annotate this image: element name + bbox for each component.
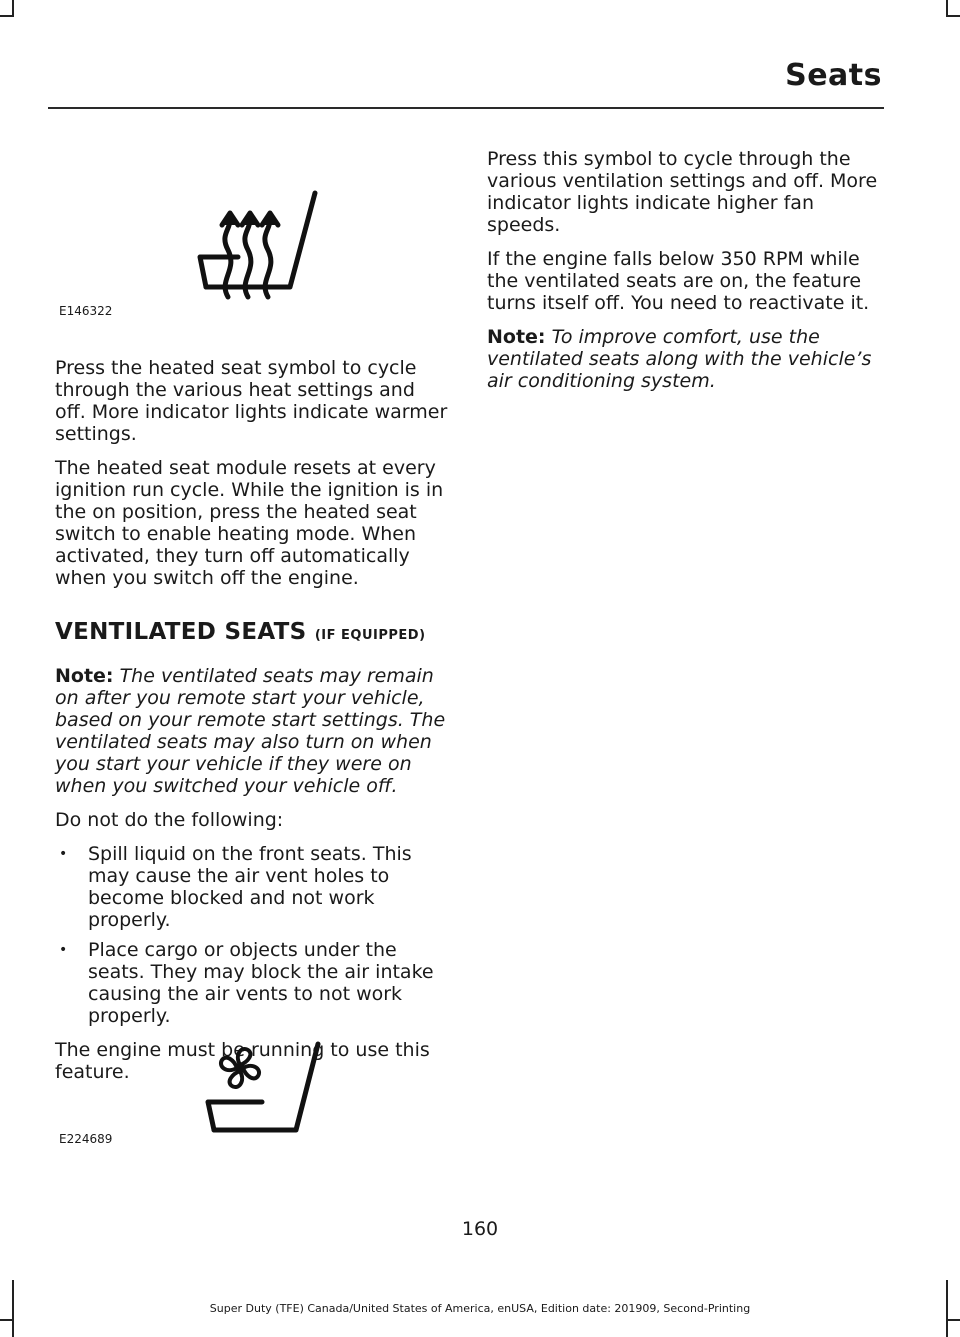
bullet-list [55,843,451,1027]
paragraph: The engine must be running to use this feature. [55,1039,430,1083]
footer-text: Super Duty (TFE) Canada/United States of America, enUSA, Edition date: 201909, Second-Printing [209,1302,751,1315]
figure-code: E146322 [59,304,113,318]
note-text: The ventilated seats may remain on after you remote start your vehicle, based on your remote start settings. The ventilated seats may also turn on when you start your vehicle if they were on when you switched your vehicle off. [55,665,446,797]
page-number: 160 [461,1218,499,1240]
paragraph: The heated seat module resets at every ignition run cycle. While the ignition is in the on position, press the heated seat switch to enable heating mode. When activated, they turn off automatically when you switch off the engine. [55,457,444,589]
crop-mark [0,1319,14,1321]
page-title: Seats [785,58,882,93]
note [487,326,883,392]
heated-seat-icon [190,185,340,310]
section-heading [55,621,451,647]
note-text: To improve comfort, use the ventilated seats along with the vehicle’s air conditioning system. [487,326,872,392]
section-heading-suffix: (IF EQUIPPED) [314,628,426,643]
heated-seat-figure [55,180,451,340]
crop-mark [946,1319,960,1321]
figure-code: E224689 [59,1132,113,1146]
note-label: Note: [487,326,546,348]
crop-mark [946,15,960,17]
paragraph: Do not do the following: [55,809,284,831]
section-heading-text: VENTILATED SEATS [55,619,307,645]
list-item: • Place cargo or objects under the seats. They may block the air intake causing the air vents to not work properly. [55,939,451,1027]
ventilated-seat-figure [55,1030,451,1150]
list-item: • Spill liquid on the front seats. This may cause the air vent holes to become blocked and not work properly. [55,843,451,931]
note-label: Note: [55,665,114,687]
paragraph: Press this symbol to cycle through the various ventilation settings and off. More indicator lights indicate higher fan speeds. [487,148,878,236]
crop-mark [0,15,14,17]
paragraph: Press the heated seat symbol to cycle through the various heat settings and off. More indicator lights indicate warmer settings. [55,357,448,445]
note [55,665,451,797]
right-column [487,148,883,404]
crop-mark [12,0,14,16]
left-column [55,357,451,1095]
ventilated-seat-icon [200,1030,330,1145]
fan-icon [221,1049,259,1087]
paragraph: If the engine falls below 350 RPM while the ventilated seats are on, the feature turns itself off. You need to reactivate it. [487,248,870,314]
crop-mark [946,0,948,16]
header-divider [48,107,884,109]
